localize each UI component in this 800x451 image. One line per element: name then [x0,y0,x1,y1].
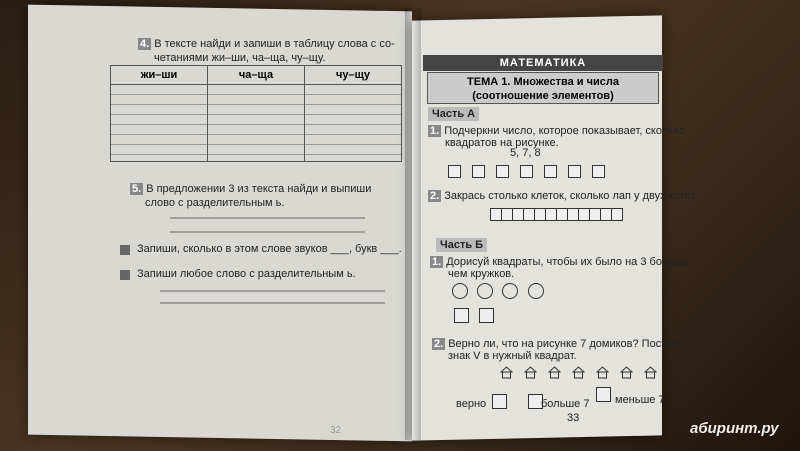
option-less-label: меньше 7 [615,394,665,406]
house-icon [548,366,561,379]
task5-number: 5. [132,183,142,195]
task1-line2: квадратов на рисунке. [445,137,559,149]
task4-line1: 4. В тексте найди и запиши в таблицу слова с со- [140,38,395,50]
taskb1-line2: чем кружков. [448,268,515,280]
any-word-task: Запиши любое слово с разделительным ь. [137,268,356,280]
square-shape [496,165,509,178]
square-shape [448,165,461,178]
option-more-label: больше 7 [541,398,590,410]
square-shape [479,308,494,323]
house-icon [572,366,585,379]
house-icon [500,366,513,379]
option-true-label: верно [456,398,487,410]
theme-title: ТЕМА 1. Множества и числа [467,76,619,88]
subject-header: МАТЕМАТИКА [423,55,663,71]
grid-cell[interactable] [611,208,623,221]
square-shape [592,165,605,178]
answer-lines-any-word[interactable] [160,285,390,307]
square-shape [454,308,469,323]
table-column-1[interactable] [111,85,208,161]
circle-shape [502,283,518,299]
task4-number: 4. [140,38,150,50]
taskb2-number: 2. [434,338,444,350]
square-shape [568,165,581,178]
table-column-2[interactable] [208,85,305,161]
task1-line1: 1. Подчеркни число, которое показывает, сколько [430,125,685,137]
part-a-label: Часть А [428,107,479,121]
house-icon [620,366,633,379]
square-shape [520,165,533,178]
task2-line: 2. Закрась столько клеток, сколько лап у двух котят. [430,190,698,202]
taskb2-line1: 2. Верно ли, что на рисунке 7 домиков? Поставь [434,338,684,350]
task2-number: 2. [430,190,440,202]
coloring-cells[interactable] [490,208,622,221]
square-shape [544,165,557,178]
circle-shape [528,283,544,299]
theme-box [427,72,659,104]
sound-count-task: Запиши, сколько в этом слове звуков ___, букв ___. [137,243,402,255]
task1-numbers[interactable]: 5, 7, 8 [510,147,541,159]
theme-subtitle: (соотношение элементов) [472,90,614,102]
taskb1-line1: 1. Дорисуй квадраты, чтобы их было на 3 больше, [432,256,692,268]
answer-lines-task5[interactable] [170,210,370,240]
circle-shape [452,283,468,299]
option-true-checkbox[interactable] [492,394,507,409]
taskb2-line2: знак V в нужный квадрат. [448,350,577,362]
right-page-number: 33 [567,412,580,424]
table-header-cha-shcha: ча–ща [208,66,305,84]
house-icon [524,366,537,379]
book-gutter [405,8,421,440]
taskb1-number: 1. [432,256,442,268]
bullet-square [120,245,130,255]
option-less-checkbox[interactable] [596,387,611,402]
part-b-label: Часть Б [436,238,487,252]
square-shape [472,165,485,178]
table-column-3[interactable] [305,85,401,161]
task1-number: 1. [430,125,440,137]
task5-line2: слово с разделительным ь. [145,197,285,209]
word-table [110,65,402,162]
left-page-number: 32 [330,425,342,436]
circle-shape [477,283,493,299]
table-header-chu-shchu: чу–щу [335,69,371,81]
table-header-zhi-shi: жи–ши [111,66,208,84]
houses-row [500,366,657,379]
house-icon [596,366,609,379]
house-icon [644,366,657,379]
bullet-square [120,270,130,280]
watermark: абиринт.ру [690,420,779,437]
task4-line2: четаниями жи–ши, ча–ща, чу–щу. [154,52,326,64]
task5-line1: 5. В предложении 3 из текста найди и выпиши [132,183,372,195]
